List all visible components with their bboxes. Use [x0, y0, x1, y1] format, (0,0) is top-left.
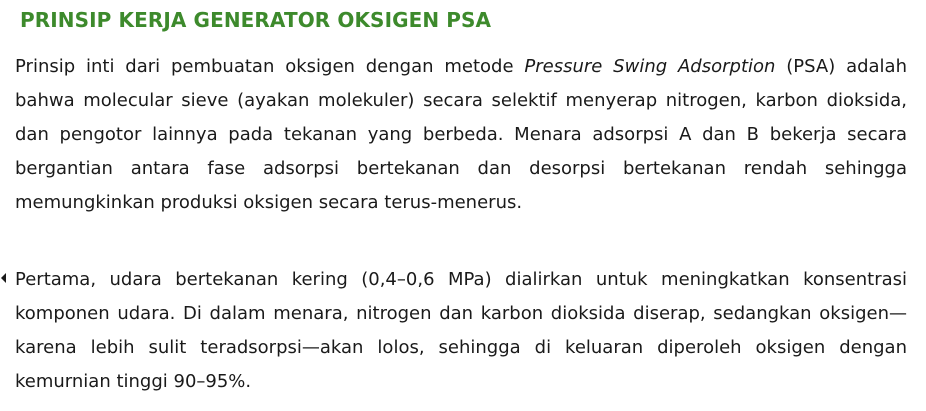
page-title: PRINSIP KERJA GENERATOR OKSIGEN PSA [20, 8, 492, 32]
step-paragraph: Pertama, udara bertekanan kering (0,4–0,6 MPa) dialirkan untuk meningkatkan konsentrasi komponen udara. Di dalam menara, nitrogen dan karbon dioksida diserap, sedangkan oksigen—karena lebih sulit teradsorpsi—akan lolos, sehingga di keluaran diperoleh oksigen dengan kemurnian tinggi 90–95%. [15, 269, 907, 392]
bullet-marker-icon [1, 273, 6, 283]
intro-paragraph [15, 50, 907, 220]
intro-emphasis: Pressure Swing Adsorption [524, 56, 776, 77]
intro-text-start: Prinsip inti dari pembuatan oksigen dengan metode [15, 56, 525, 77]
intro-text-end: (PSA) adalah bahwa molecular sieve (ayakan molekuler) secara selektif menyerap nitrogen, karbon dioksida, dan pengotor lainnya pada tekanan yang berbeda. Menara adsorpsi A dan B bekerja secara bergantian antara fase adsorpsi bertekanan dan desorpsi bertekanan rendah sehingga memungkinkan produksi oksigen secara terus-menerus. [15, 56, 907, 213]
